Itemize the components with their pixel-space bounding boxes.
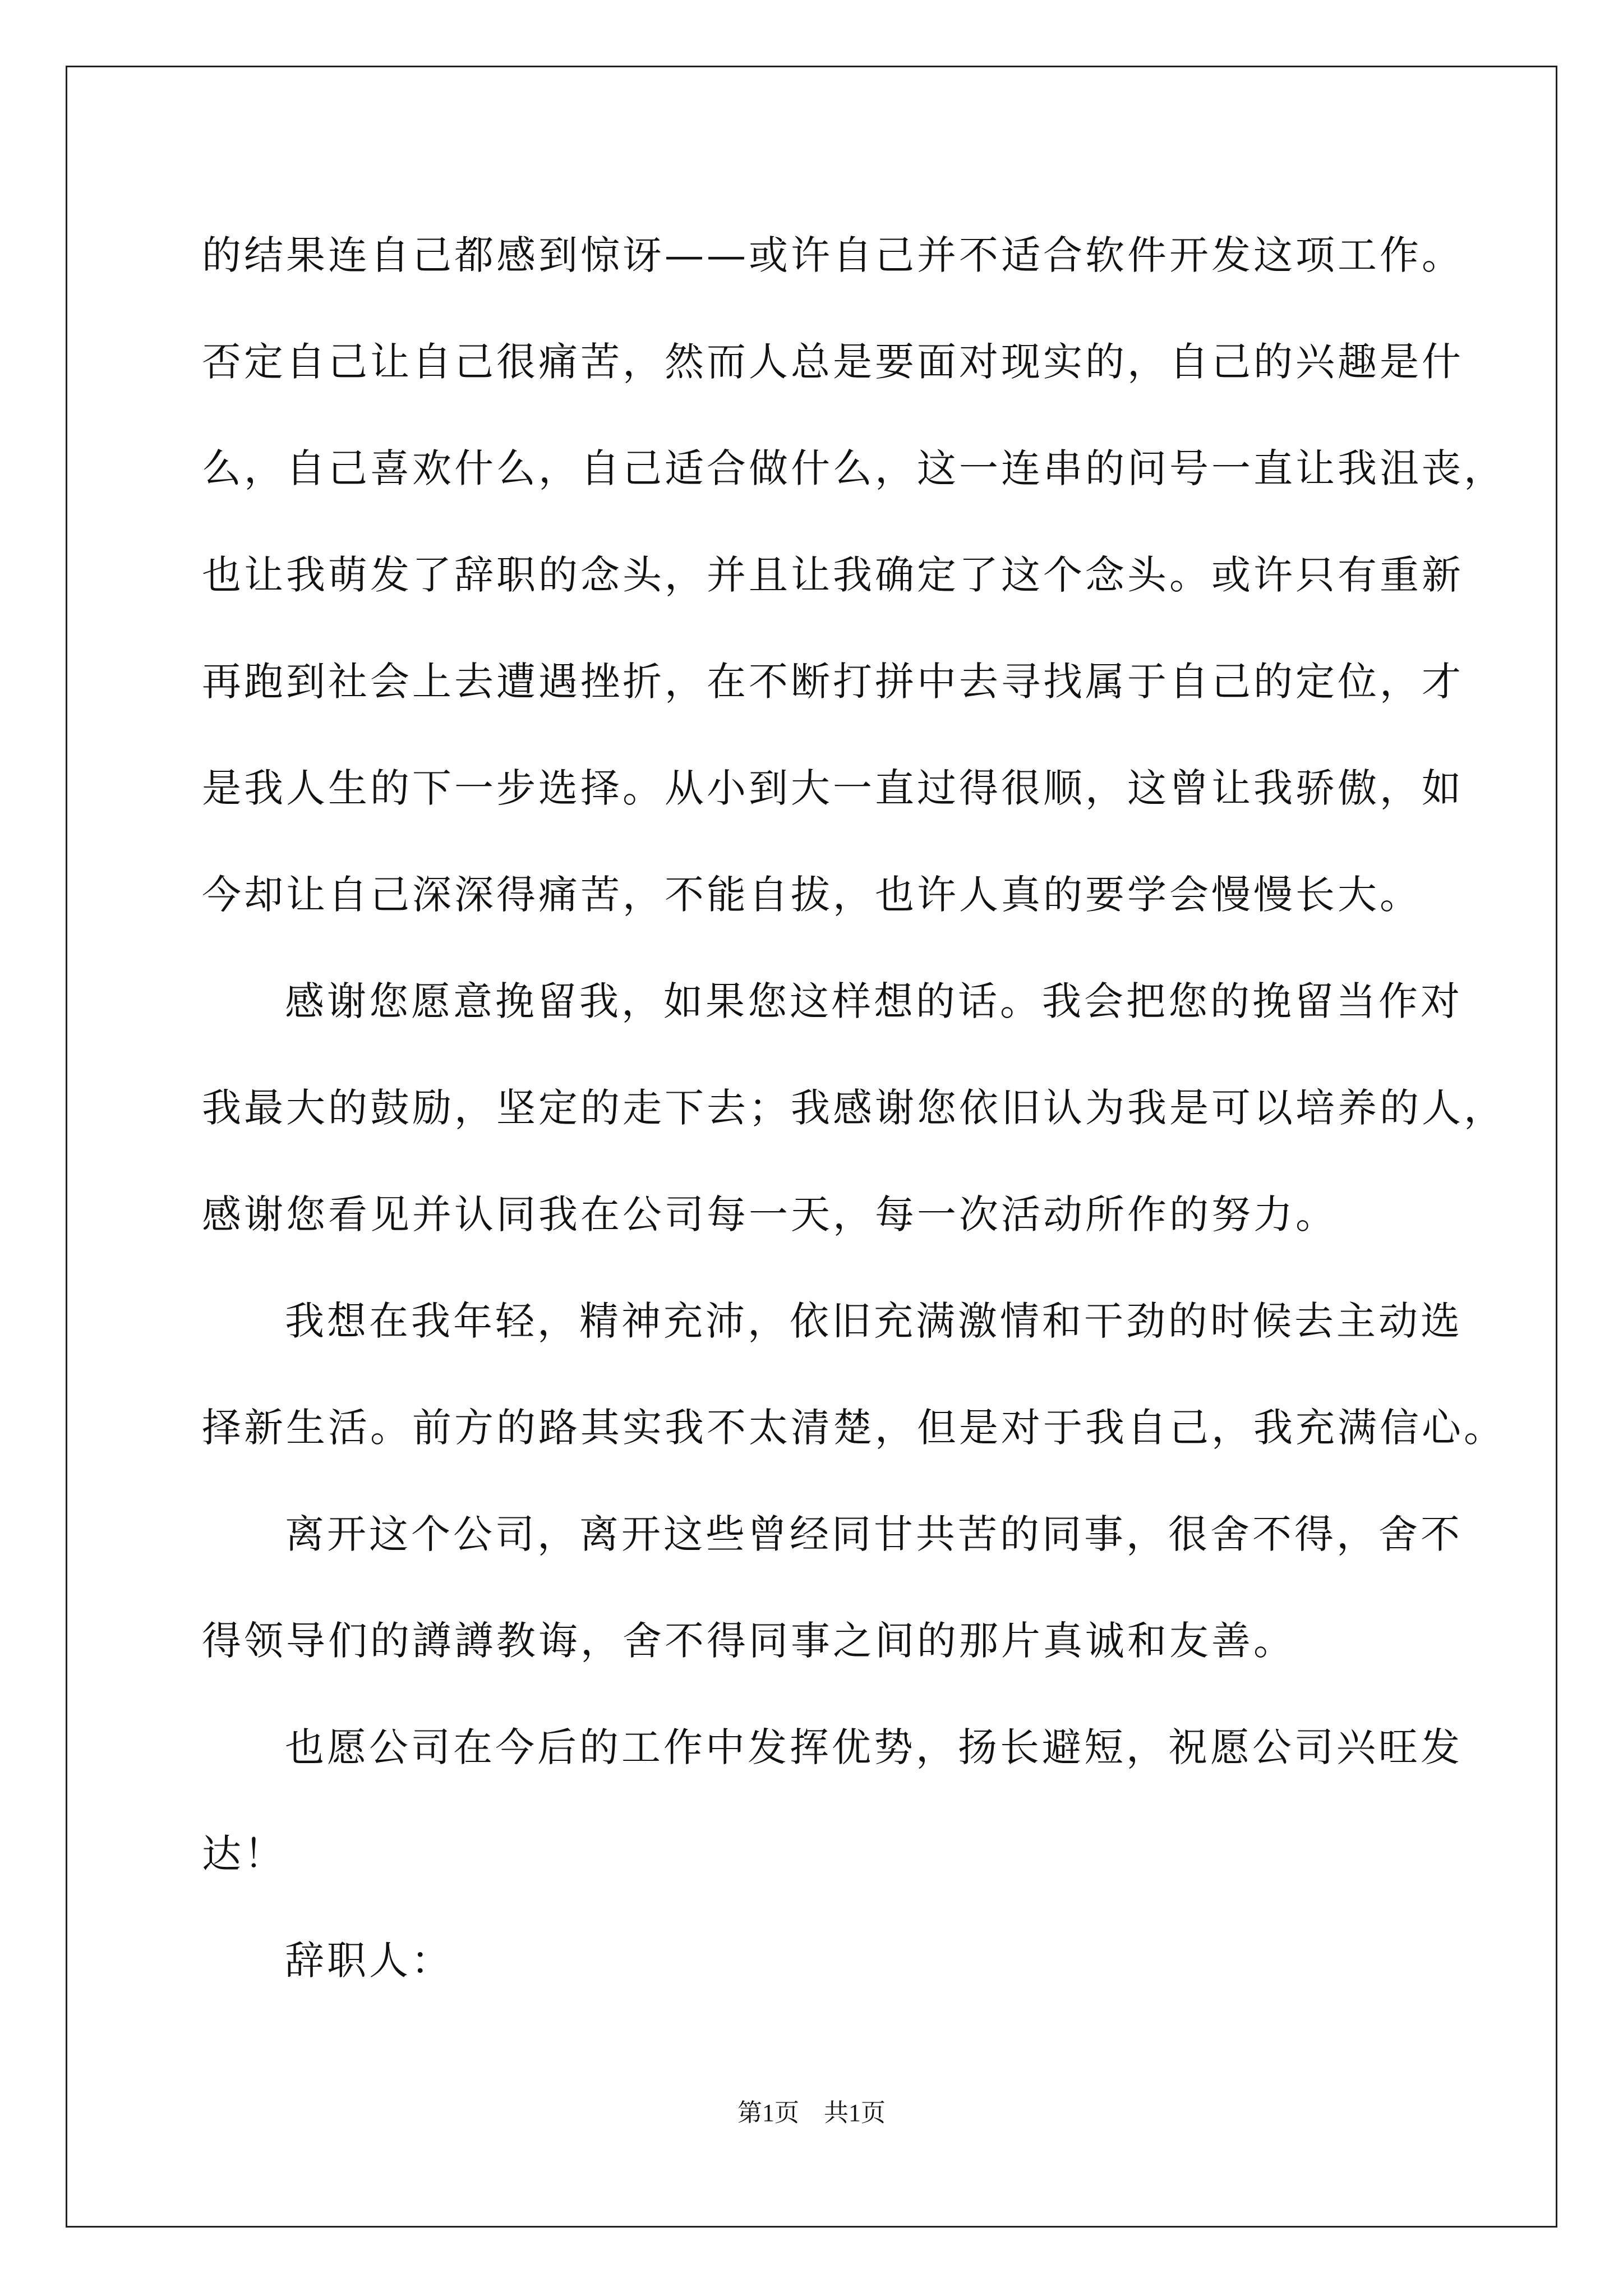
text-line: 么，自己喜欢什么，自己适合做什么，这一连串的问号一直让我沮丧， <box>202 445 1506 491</box>
text-line: 择新生活。前方的路其实我不太清楚，但是对于我自己，我充满信心。 <box>202 1405 1506 1451</box>
paragraph-start-line: 离开这个公司，离开这些曾经同甘共苦的同事，很舍不得，舍不 <box>285 1511 1463 1557</box>
text-line: 感谢您看见并认同我在公司每一天，每一次活动所作的努力。 <box>202 1191 1338 1237</box>
text-line: 今却让自己深深得痛苦，不能自拔，也许人真的要学会慢慢长大。 <box>202 872 1422 918</box>
signature-label: 辞职人： <box>285 1938 453 1984</box>
text-line: 达！ <box>202 1831 286 1877</box>
paragraph-start-line: 我想在我年轻，精神充沛，依旧充满激情和干劲的时候去主动选 <box>285 1298 1463 1344</box>
paragraph-start-line: 也愿公司在今后的工作中发挥优势，扬长避短，祝愿公司兴旺发 <box>285 1724 1463 1770</box>
text-line: 否定自己让自己很痛苦，然而人总是要面对现实的，自己的兴趣是什 <box>202 339 1464 385</box>
page-number-footer: 第1页 共1页 <box>737 2099 886 2127</box>
text-line: 也让我萌发了辞职的念头，并且让我确定了这个念头。或许只有重新 <box>202 552 1464 598</box>
text-line: 得领导们的譐譐教诲，舍不得同事之间的那片真诚和友善。 <box>202 1618 1295 1664</box>
text-line: 我最大的鼓励，坚定的走下去；我感谢您依旧认为我是可以培养的人， <box>202 1085 1506 1131</box>
document-body <box>202 202 1506 2014</box>
text-line: 的结果连自己都感到惊讶——或许自己并不适合软件开发这项工作。 <box>202 232 1464 278</box>
text-line: 再跑到社会上去遭遇挫折，在不断打拼中去寻找属于自己的定位，才 <box>202 659 1464 705</box>
paragraph-start-line: 感谢您愿意挽留我，如果您这样想的话。我会把您的挽留当作对 <box>285 978 1463 1024</box>
text-line: 是我人生的下一步选择。从小到大一直过得很顺，这曾让我骄傲，如 <box>202 765 1464 811</box>
